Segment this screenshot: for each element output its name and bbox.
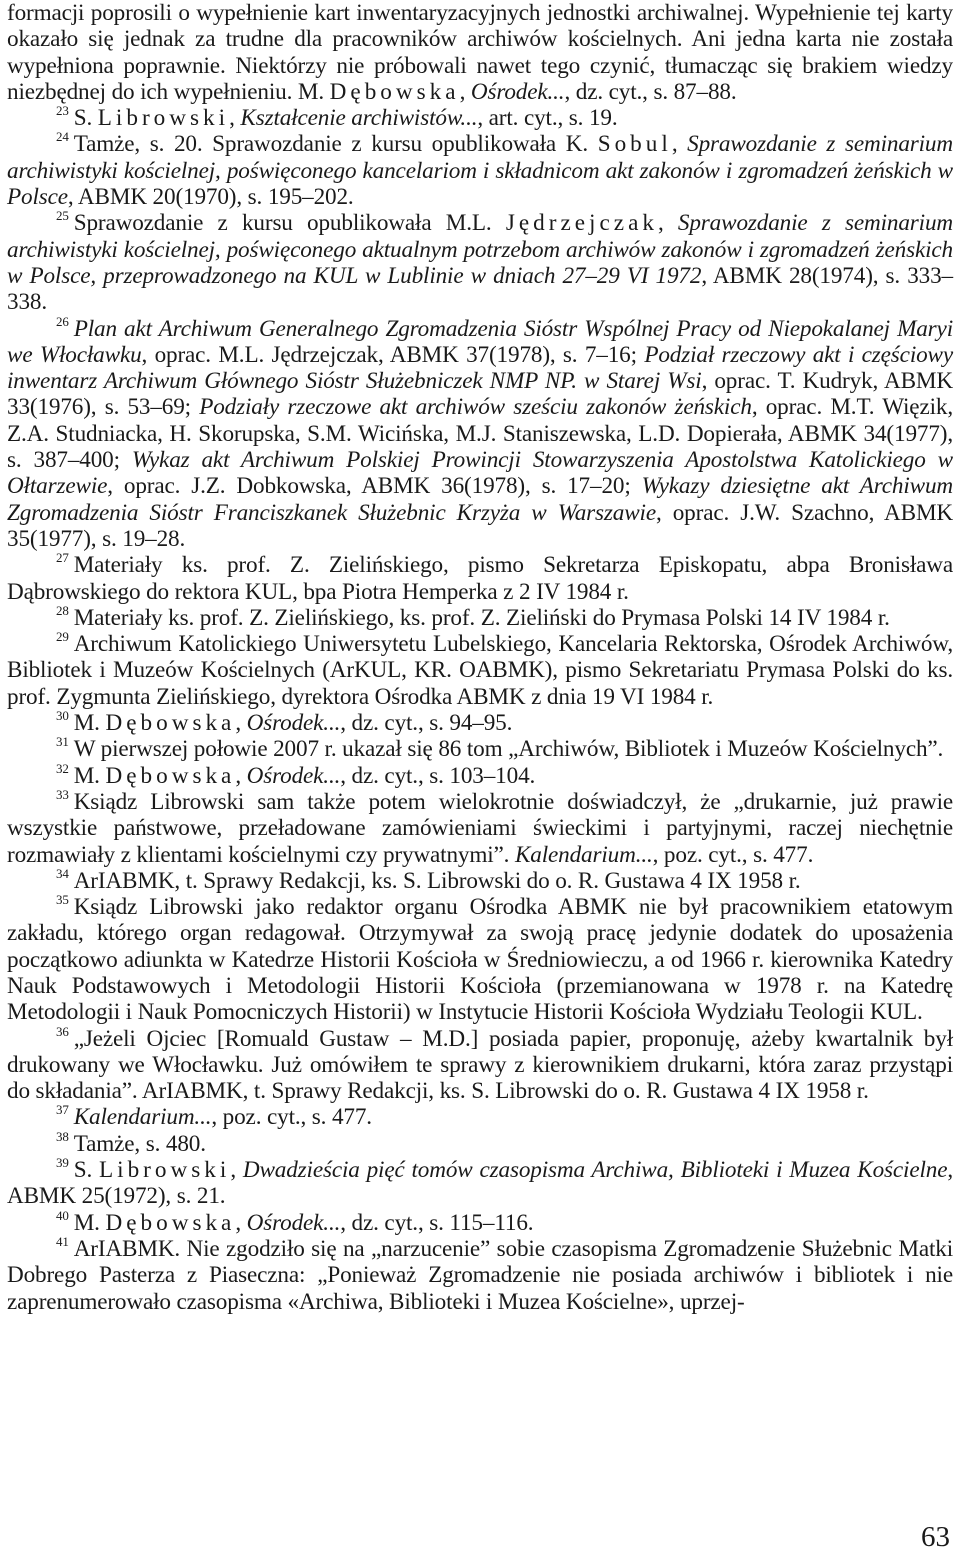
footnote-27: $^{27}$ Materiały ks. prof. Z. Zielińskiego, pismo Sekretarza Episkopatu, abpa Bronisława Dąbrowskiego do rektora KUL, bpa Piotra Hemperka z 2 IV 1984 r. (7, 550, 953, 605)
footnote-number: 36 (56, 1023, 69, 1039)
footnote-number: 28 (56, 602, 69, 618)
footnote-number: 27 (56, 550, 69, 566)
footnote-number: 35 (56, 892, 69, 908)
footnote-28: $^{28}$ Materiały ks. prof. Z. Zielińskiego, ks. prof. Z. Zieliński do Prymasa Polski 14 IV 1984 r. (56, 602, 890, 631)
footnote-35: $^{35}$ Ksiądz Librowski jako redaktor organu Ośrodka ABMK nie był pracownikiem etatowym zakładu, którego organ redagował. Otrzymywał za swoją pracę jedynie dodatek do uposażenia początkowo adiunkta w Katedrze Historii Kościoła w Średniowieczu, a od 1966 r. kierownika Katedry Nauk Podstawowych i Metodologii Historii Kościoła (przemianowana w 1978 r. na Katedrę Metodologii i Nauk Pomocniczych Historii) w Instytucie Historii Kościoła Wydziału Teologii KUL. (7, 892, 953, 1026)
author-name-spaced: Dębowska (105, 1209, 236, 1236)
author-name-spaced: Dębowska (105, 762, 236, 789)
author-name-spaced: Dębowska (105, 710, 236, 737)
author-name-spaced: Dębowska (329, 78, 460, 105)
footnote-38: $^{38}$ Tamże, s. 480. (56, 1128, 206, 1157)
footnote-31: $^{31}$ W pierwszej połowie 2007 r. ukazał się 86 tom „Archiwów, Bibliotek i Muzeów Kościelnych”. (56, 734, 944, 763)
footnote-25: $^{25}$ Sprawozdanie z kursu opublikowała M.L. Jędrzejczak, Sprawozdanie z seminarium archiwistyki kościelnej, poświęconego aktualnym potrzebom archiwów zakonów i zgromadzeń żeńskich w Polsce, przeprowadzonego na KUL w Lublinie w dniach 27–29 VI 1972, ABMK 28(1974), s. 333–338. (7, 208, 953, 316)
footnote-number: 23 (56, 103, 69, 119)
footnote-32: $^{32}$ M. Dębowska, Ośrodek..., dz. cyt., s. 103–104. (56, 760, 536, 789)
footnote-number: 29 (56, 629, 69, 645)
footnote-continuation: formacji poprosili o wypełnienie kart inwentaryzacyjnych jednostki archiwalnej. Wypełnienie tej karty okazało się jednak za trudne dla pracowników archiwów kościelnych. Ani jedna karta nie została wypełniona poprawnie. Niektórzy nie próbowali nawet tego czynić, tłumacząc się brakiem wiedzy niezbędnej do ich wypełnieniu. M. Dębowska, Ośrodek..., dz. cyt., s. 87–88. (7, 0, 953, 105)
footnote-37: $^{37}$ Kalendarium..., poz. cyt., s. 477. (56, 1102, 372, 1131)
document-page (7, 0, 953, 1315)
footnote-number: 31 (56, 734, 69, 750)
footnote-24: $^{24}$ Tamże, s. 20. Sprawozdanie z kursu opublikowała K. Sobul, Sprawozdanie z seminarium archiwistyki kościelnej, poświęconego kancelariom i składnicom akt zakonów i zgromadzeń żeńskich w Polsce, ABMK 20(1970), s. 195–202. (7, 129, 953, 211)
author-name-spaced: Jędrzejczak (505, 210, 658, 237)
footnote-number: 39 (56, 1155, 69, 1171)
footnote-number: 37 (56, 1102, 69, 1118)
footnote-34: $^{34}$ ArIABMK, t. Sprawy Redakcji, ks. S. Librowski do o. R. Gustawa 4 IX 1958 r. (56, 865, 801, 894)
footnote-30: $^{30}$ M. Dębowska, Ośrodek..., dz. cyt., s. 94–95. (56, 708, 513, 737)
footnote-number: 41 (56, 1233, 69, 1249)
author-name-spaced: Librowski (97, 105, 230, 132)
author-name-spaced: Librowski (98, 1157, 231, 1184)
footnote-number: 40 (56, 1207, 69, 1223)
footnote-number: 33 (56, 786, 69, 802)
footnote-number: 25 (56, 208, 69, 224)
footnote-41: $^{41}$ ArIABMK. Nie zgodziło się na „narzucenie” sobie czasopisma Zgromadzenie Służebnic Matki Dobrego Pasterza z Piaseczna: „Ponieważ Zgromadzenie nie posiada archiwów i bibliotek i nie zaprenumerowało czasopisma «Archiwa, Biblioteki i Muzea Kościelne», uprzej- (7, 1233, 953, 1315)
author-name-spaced: Sobul (597, 131, 672, 158)
footnote-26: $^{26}$ Plan akt Archiwum Generalnego Zgromadzenia Sióstr Wspólnej Pracy od Niepokalanej Maryi we Włocławku, oprac. M.L. Jędrzejczak, ABMK 37(1978), s. 7–16; Podział rzeczowy akt i częściowy inwentarz Archiwum Głównego Sióstr Służebniczek NMP NP. w Starej Wsi, oprac. T. Kudryk, ABMK 33(1976), s. 53–69; Podziały rzeczowe akt archiwów sześciu zakonów żeńskich, oprac. M.T. Więzik, Z.A. Studniacka, H. Skorupska, S.M. Wicińska, M.J. Staniszewska, L.D. Dopierała, ABMK 34(1977), s. 387–400; Wykaz akt Archiwum Polskiej Prowincji Stowarzyszenia Apostolstwa Katolickiego w Ołtarzewie, oprac. J.Z. Dobkowska, ABMK 36(1978), s. 17–20; Wykazy dziesiętne akt Archiwum Zgromadzenia Sióstr Franciszkanek Służebnic Krzyża w Warszawie, oprac. J.W. Szachno, ABMK 35(1977), s. 19–28. (7, 313, 954, 552)
footnote-number: 26 (56, 313, 69, 329)
footnote-29: $^{29}$ Archiwum Katolickiego Uniwersytetu Lubelskiego, Kancelaria Rektorska, Ośrodek Archiwów, Bibliotek i Muzeów Kościelnych (ArKUL, KR. OABMK), pismo Sekretariatu Prymasa Polski do ks. prof. Zygmunta Zielińskiego, dyrektora Ośrodka ABMK z dnia 19 VI 1984 r. (7, 629, 953, 710)
footnote-number: 30 (56, 708, 69, 724)
footnote-number: 24 (56, 129, 69, 145)
footnote-40: $^{40}$ M. Dębowska, Ośrodek..., dz. cyt., s. 115–116. (56, 1207, 534, 1236)
footnote-33: $^{33}$ Ksiądz Librowski sam także potem wielokrotnie doświadczył, że „drukarnie, już prawie wszystkie państwowe, przeładowane zamówieniami świeckimi i partyjnymi, raczej niechętnie rozmawiały z klientami kościelnymi czy prywatnymi”. Kalendarium..., poz. cyt., s. 477. (7, 786, 953, 868)
footnote-number: 32 (56, 760, 69, 776)
footnote-number: 34 (56, 865, 69, 881)
footnote-39: $^{39}$ S. Librowski, Dwadzieścia pięć tomów czasopisma Archiwa, Biblioteki i Muzea Kościelne, ABMK 25(1972), s. 21. (7, 1155, 953, 1210)
page-number: 63 (921, 1521, 950, 1553)
footnote-23: $^{23}$ S. Librowski, Kształcenie archiwistów..., art. cyt., s. 19. (56, 103, 618, 132)
footnote-number: 38 (56, 1128, 69, 1144)
footnote-36: $^{36}$ „Jeżeli Ojciec [Romuald Gustaw – M.D.] posiada papier, proponuję, ażeby kwartalnik był drukowany we Włocławku. Już omówiłem te sprawy z kierownikiem drukarni, która zaraz przystąpi do składania”. ArIABMK, t. Sprawy Redakcji, ks. S. Librowski do o. R. Gustawa 4 IX 1958 r. (7, 1023, 953, 1105)
